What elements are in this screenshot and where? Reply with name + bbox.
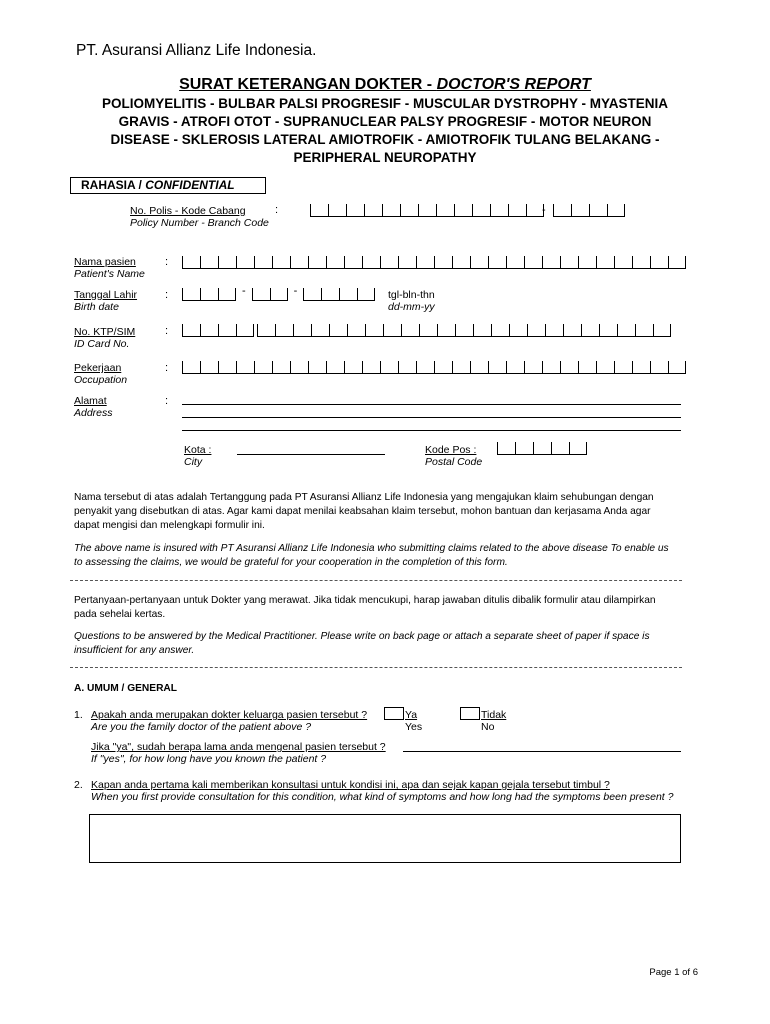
character-box[interactable] xyxy=(344,361,362,374)
character-box[interactable] xyxy=(560,361,578,374)
questions-note-id: Pertanyaan-pertanyaan untuk Dokter yang merawat. Jika tidak mencukupi, harap jawaban ditulis dibalik formulir atau dilampirkan pada sehelai kertas. xyxy=(74,595,656,621)
character-box[interactable] xyxy=(401,324,419,337)
character-box[interactable] xyxy=(578,361,596,374)
character-box[interactable] xyxy=(364,204,382,217)
character-box[interactable] xyxy=(218,324,236,337)
character-box[interactable] xyxy=(650,361,668,374)
address-line-1[interactable] xyxy=(182,404,681,405)
character-box[interactable] xyxy=(589,204,607,217)
character-box[interactable] xyxy=(563,324,581,337)
character-box[interactable] xyxy=(454,204,472,217)
disease-line: DISEASE - SKLEROSIS LATERAL AMIOTROFIK - AMIOTROFIK TULANG BELAKANG - xyxy=(110,132,660,147)
character-box[interactable] xyxy=(293,324,311,337)
address-label: Alamat Address xyxy=(74,395,113,419)
character-box[interactable] xyxy=(632,361,650,374)
character-box[interactable] xyxy=(362,256,380,269)
character-box[interactable] xyxy=(490,204,508,217)
divider xyxy=(70,580,682,581)
character-box[interactable] xyxy=(488,256,506,269)
character-box[interactable] xyxy=(653,324,671,337)
character-box[interactable] xyxy=(509,324,527,337)
character-box[interactable] xyxy=(635,324,653,337)
character-box[interactable] xyxy=(182,256,200,269)
disease-line: GRAVIS - ATROFI OTOT - SUPRANUCLEAR PALSY PROGRESIF - MOTOR NEURON xyxy=(118,114,652,129)
character-box[interactable] xyxy=(596,361,614,374)
character-box[interactable] xyxy=(545,324,563,337)
character-box[interactable] xyxy=(182,361,200,374)
character-box[interactable] xyxy=(326,256,344,269)
address-line-2[interactable] xyxy=(182,417,681,418)
character-box[interactable] xyxy=(329,324,347,337)
character-box[interactable] xyxy=(455,324,473,337)
q2-text: Kapan anda pertama kali memberikan konsultasi untuk kondisi ini, apa dan sejak kapan gejala tersebut timbul ? When you first provide consultation for this condition, what kind of symptoms and how long had the symptoms been present ? xyxy=(91,779,674,803)
character-box[interactable] xyxy=(506,256,524,269)
character-box[interactable] xyxy=(515,442,533,455)
character-box[interactable] xyxy=(254,256,272,269)
character-box[interactable] xyxy=(581,324,599,337)
disease-line: PERIPHERAL NEUROPATHY xyxy=(293,150,477,165)
character-box[interactable] xyxy=(607,204,625,217)
character-box[interactable] xyxy=(321,288,339,301)
character-box[interactable] xyxy=(416,361,434,374)
branch-code-field[interactable] xyxy=(553,203,625,217)
character-box[interactable] xyxy=(527,324,545,337)
character-box[interactable] xyxy=(436,204,454,217)
character-box[interactable] xyxy=(200,324,218,337)
character-box[interactable] xyxy=(614,256,632,269)
birth-date-field[interactable]: - - xyxy=(182,287,375,301)
character-box[interactable] xyxy=(571,204,589,217)
character-box[interactable] xyxy=(452,256,470,269)
character-box[interactable] xyxy=(339,288,357,301)
character-box[interactable] xyxy=(497,442,515,455)
character-box[interactable] xyxy=(218,288,236,301)
character-box[interactable] xyxy=(380,256,398,269)
page-number: Page 1 of 6 xyxy=(649,967,698,978)
character-box[interactable] xyxy=(303,288,321,301)
document-title xyxy=(0,76,770,94)
character-box[interactable] xyxy=(542,361,560,374)
character-box[interactable] xyxy=(542,256,560,269)
colon: : xyxy=(275,204,279,216)
character-box[interactable] xyxy=(290,361,308,374)
character-box[interactable] xyxy=(200,361,218,374)
no-label: Tidak No xyxy=(481,709,507,733)
occupation-field[interactable] xyxy=(182,360,686,374)
character-box[interactable] xyxy=(357,288,375,301)
character-box[interactable] xyxy=(491,324,509,337)
character-box[interactable] xyxy=(488,361,506,374)
character-box[interactable] xyxy=(551,442,569,455)
character-box[interactable] xyxy=(533,442,551,455)
character-box[interactable] xyxy=(524,256,542,269)
id-card-label: No. KTP/SIM ID Card No. xyxy=(74,326,136,350)
character-box[interactable] xyxy=(398,361,416,374)
occupation-label: Pekerjaan Occupation xyxy=(74,362,128,386)
character-box[interactable] xyxy=(272,361,290,374)
disease-line: POLIOMYELITIS - BULBAR PALSI PROGRESIF - MUSCULAR DYSTROPHY - MYASTENIA xyxy=(101,96,669,111)
character-box[interactable] xyxy=(560,256,578,269)
character-box[interactable] xyxy=(473,324,491,337)
character-box[interactable] xyxy=(382,204,400,217)
character-box[interactable] xyxy=(434,256,452,269)
character-box[interactable] xyxy=(290,256,308,269)
character-box[interactable] xyxy=(383,324,401,337)
colon: : xyxy=(165,362,169,374)
colon: : xyxy=(165,325,169,337)
character-box[interactable] xyxy=(310,204,328,217)
patient-name-field[interactable] xyxy=(182,255,686,269)
character-box[interactable] xyxy=(270,288,288,301)
character-box[interactable] xyxy=(553,204,571,217)
character-box[interactable] xyxy=(632,256,650,269)
character-box[interactable] xyxy=(668,256,686,269)
intro-paragraph-id: Nama tersebut di atas adalah Tertanggung pada PT Asuransi Allianz Life Indonesia yang mengajukan klaim sehubungan dengan penyakit yang disebutkan di atas. Agar kami dapat menilai keabsahan klaim tersebut, mohon bantuan dan kerjasama Anda agar dapat mengisi dan melengkapi formulir ini. xyxy=(74,492,654,532)
city-field[interactable] xyxy=(237,454,385,455)
yes-label: Ya Yes xyxy=(405,709,423,733)
character-box[interactable] xyxy=(416,256,434,269)
character-box[interactable] xyxy=(569,442,587,455)
disease-list xyxy=(60,95,710,167)
character-box[interactable] xyxy=(617,324,635,337)
policy-number-field[interactable] xyxy=(310,203,544,217)
q1-followup-answer[interactable] xyxy=(403,751,681,752)
q2-number: 2. xyxy=(74,779,83,791)
q2-answer-box[interactable] xyxy=(89,814,681,863)
character-box[interactable] xyxy=(328,204,346,217)
yes-checkbox[interactable] xyxy=(384,707,404,720)
character-box[interactable] xyxy=(599,324,617,337)
character-box[interactable] xyxy=(472,204,490,217)
character-box[interactable] xyxy=(668,361,686,374)
confidential-label: RAHASIA / CONFIDENTIAL xyxy=(70,177,266,194)
policy-label: No. Polis - Kode Cabang Policy Number - Branch Code xyxy=(130,205,269,229)
character-box[interactable] xyxy=(236,361,254,374)
character-box[interactable] xyxy=(365,324,383,337)
character-box[interactable] xyxy=(200,256,218,269)
character-box[interactable] xyxy=(236,256,254,269)
patient-name-label: Nama pasien Patient's Name xyxy=(74,256,145,280)
character-box[interactable] xyxy=(200,288,218,301)
character-box[interactable] xyxy=(524,361,542,374)
company-name: PT. Asuransi Allianz Life Indonesia. xyxy=(76,42,317,59)
questions-note-en: Questions to be answered by the Medical Practitioner. Please write on back page or attach a separate sheet of paper if space is insufficient for any answer. xyxy=(74,631,650,657)
q1-text: Apakah anda merupakan dokter keluarga pasien tersebut ? Are you the family doctor of the patient above ? xyxy=(91,709,368,733)
character-box[interactable] xyxy=(254,361,272,374)
character-box[interactable] xyxy=(218,256,236,269)
title-id: SURAT KETERANGAN DOKTER - xyxy=(179,76,437,93)
title-en: DOCTOR'S REPORT xyxy=(436,76,591,93)
character-box[interactable] xyxy=(506,361,524,374)
character-box[interactable] xyxy=(380,361,398,374)
section-a-heading: A. UMUM / GENERAL xyxy=(74,683,178,694)
character-box[interactable] xyxy=(452,361,470,374)
character-box[interactable] xyxy=(182,288,200,301)
colon: : xyxy=(165,289,169,301)
character-box[interactable] xyxy=(437,324,455,337)
character-box[interactable] xyxy=(470,256,488,269)
character-box[interactable] xyxy=(346,204,364,217)
city-label: Kota : City xyxy=(184,444,212,468)
character-box[interactable] xyxy=(236,324,254,337)
character-box[interactable] xyxy=(326,361,344,374)
intro-paragraph-en: The above name is insured with PT Asuransi Allianz Life Indonesia who submitting claims related to the above disease To enable us to assessing the claims, we would be grateful for your cooperation in the completion of this form. xyxy=(74,543,669,569)
character-box[interactable] xyxy=(596,256,614,269)
character-box[interactable] xyxy=(650,256,668,269)
divider xyxy=(70,667,682,668)
character-box[interactable] xyxy=(418,204,436,217)
colon: : xyxy=(165,395,169,407)
q1-number: 1. xyxy=(74,709,83,721)
character-box[interactable] xyxy=(434,361,452,374)
character-box[interactable] xyxy=(311,324,329,337)
dash: - xyxy=(542,204,546,216)
character-box[interactable] xyxy=(218,361,236,374)
character-box[interactable] xyxy=(252,288,270,301)
character-box[interactable] xyxy=(275,324,293,337)
address-line-3[interactable] xyxy=(182,430,681,431)
character-box[interactable] xyxy=(362,361,380,374)
character-box[interactable] xyxy=(308,256,326,269)
id-card-field[interactable] xyxy=(182,323,671,337)
character-box[interactable] xyxy=(308,361,326,374)
character-box[interactable] xyxy=(182,324,200,337)
q1-followup-text: Jika "ya", sudah berapa lama anda mengenal pasien tersebut ? If "yes", for how long have you known the patient ? xyxy=(91,741,386,765)
character-box[interactable] xyxy=(614,361,632,374)
character-box[interactable] xyxy=(508,204,526,217)
character-box[interactable] xyxy=(398,256,416,269)
birth-date-label: Tanggal Lahir Birth date xyxy=(74,289,138,313)
character-box[interactable] xyxy=(419,324,437,337)
character-box[interactable] xyxy=(578,256,596,269)
character-box[interactable] xyxy=(400,204,418,217)
character-box[interactable] xyxy=(344,256,362,269)
character-box[interactable] xyxy=(257,324,275,337)
postal-code-field[interactable] xyxy=(497,441,587,455)
postal-label: Kode Pos : Postal Code xyxy=(425,444,483,468)
character-box[interactable] xyxy=(272,256,290,269)
birth-date-format: tgl-bln-thn dd-mm-yy xyxy=(388,289,435,313)
no-checkbox[interactable] xyxy=(460,707,480,720)
character-box[interactable] xyxy=(347,324,365,337)
character-box[interactable] xyxy=(470,361,488,374)
colon: : xyxy=(165,256,169,268)
